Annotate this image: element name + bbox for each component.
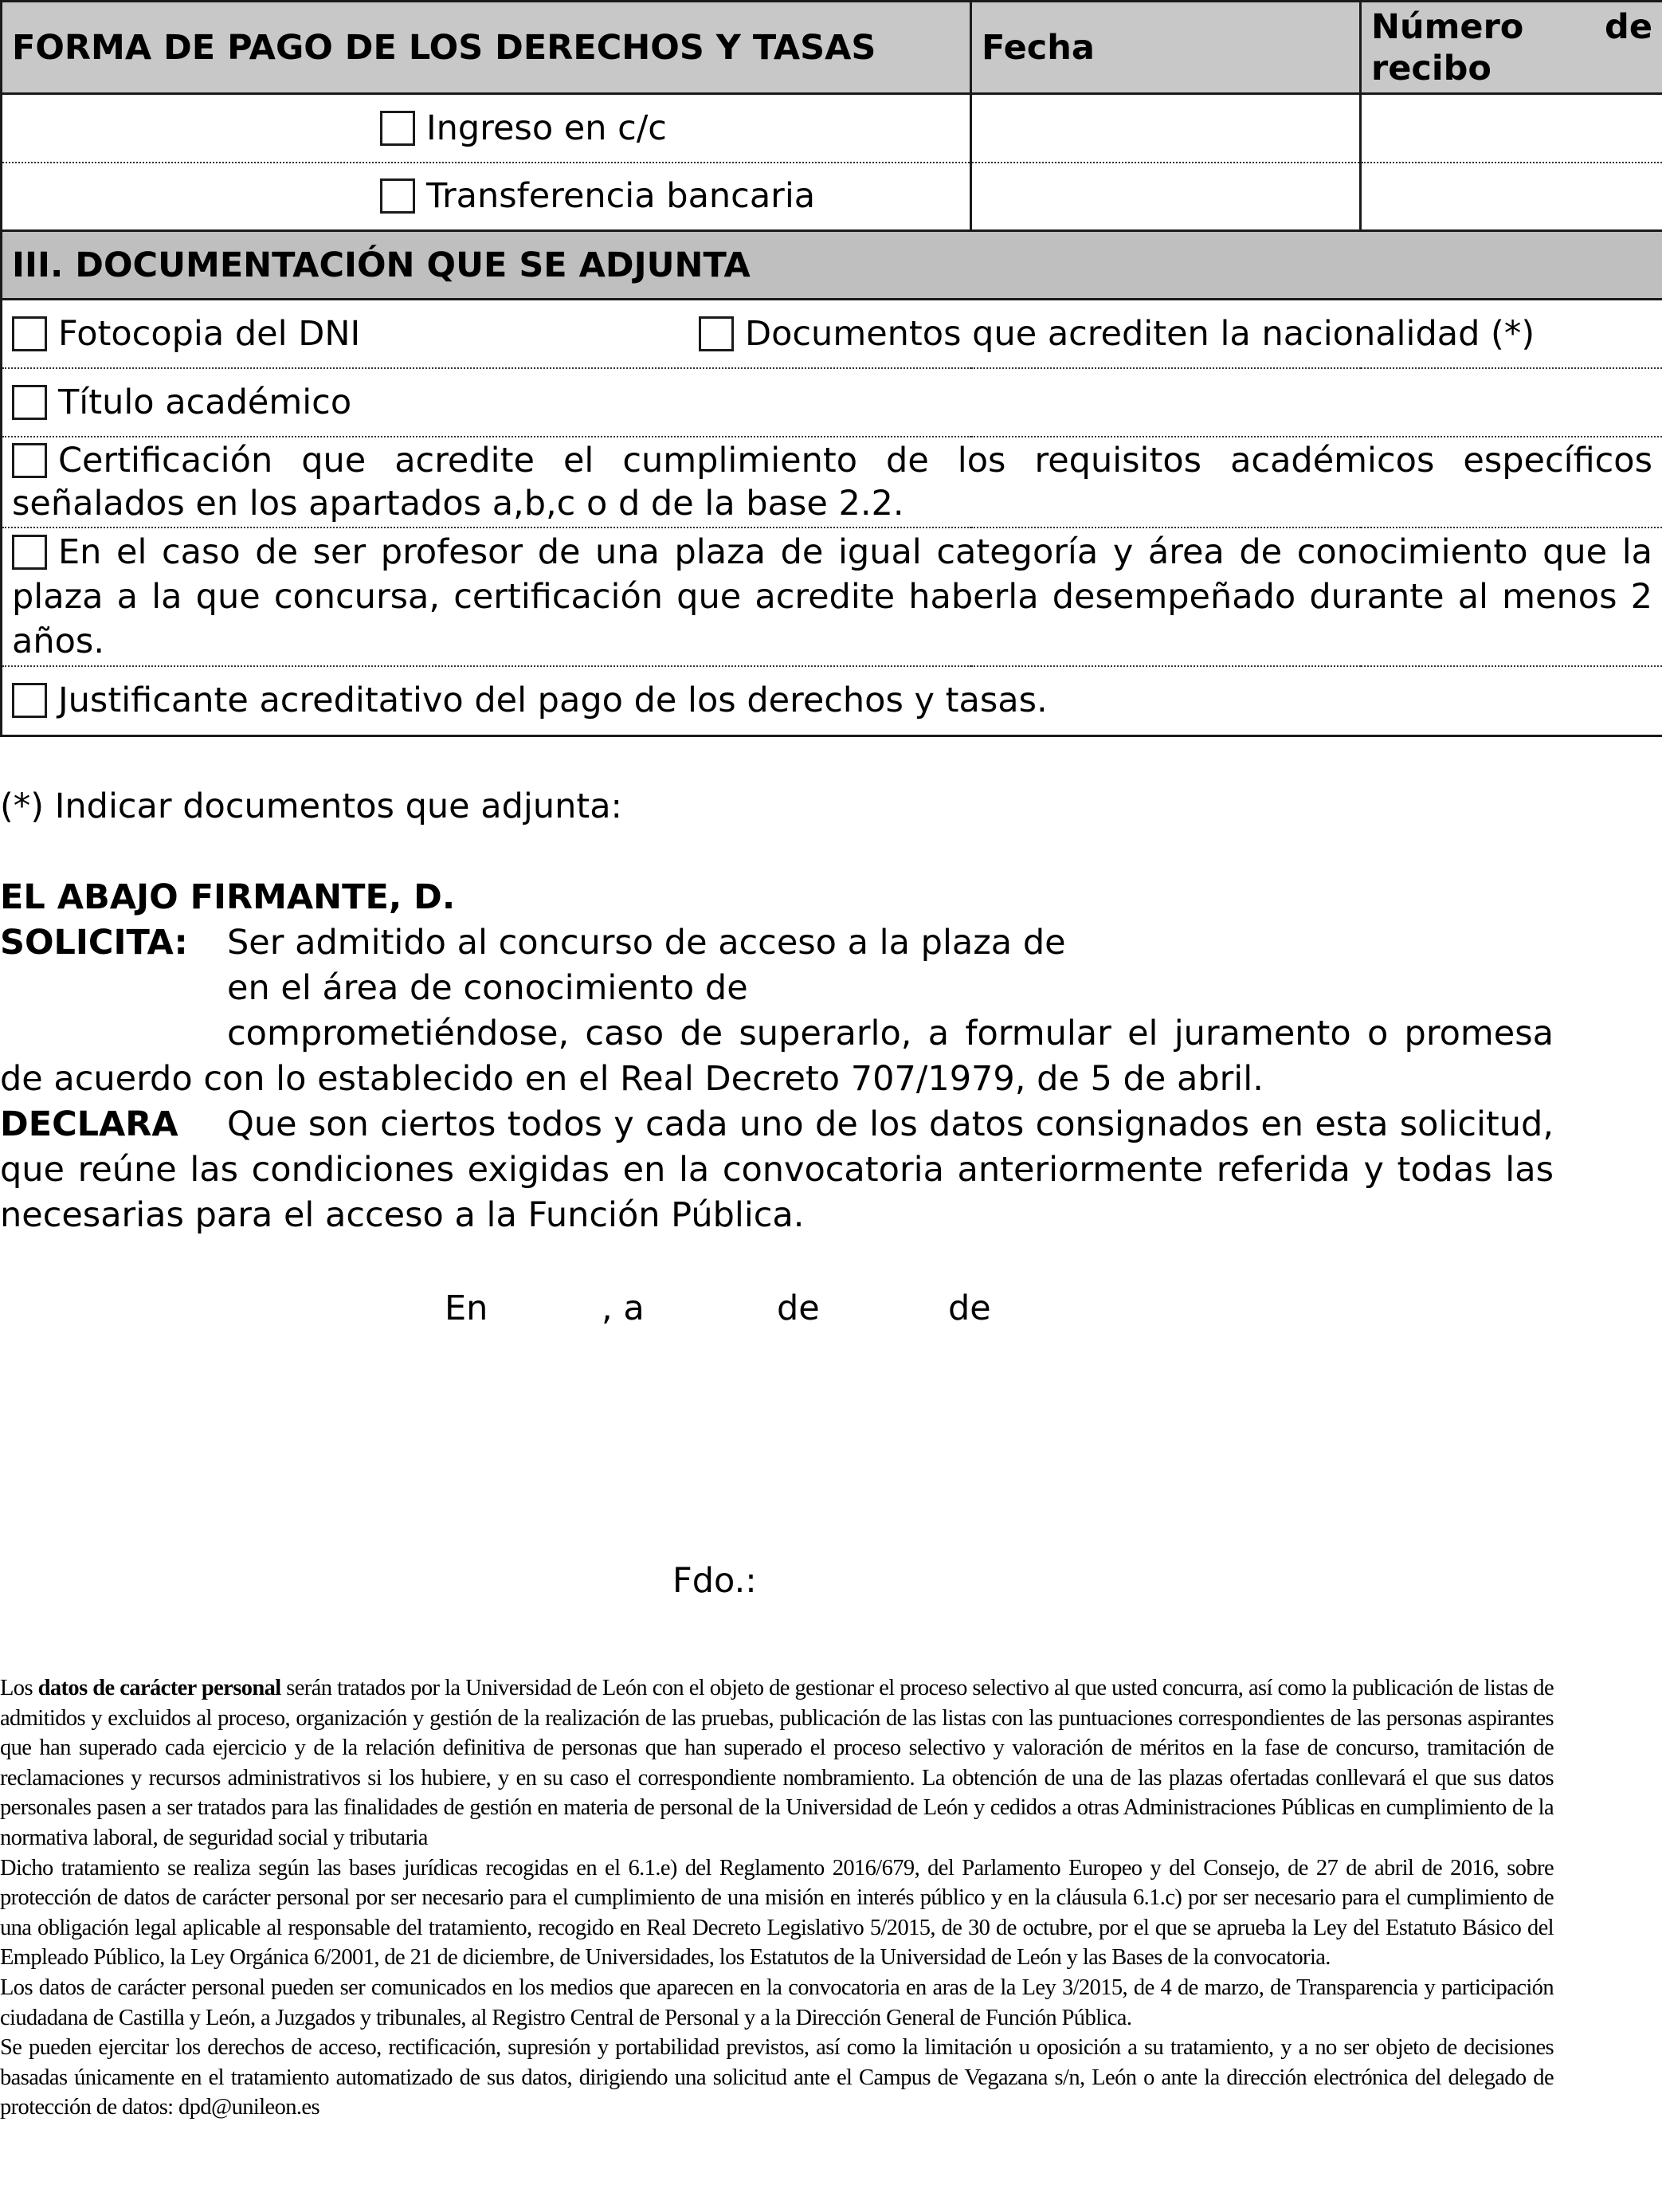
- documentation-section-title: III. DOCUMENTACIÓN QUE SE ADJUNTA: [2, 231, 1662, 300]
- legal-paragraph-4: Se pueden ejercitar los derechos de acceso, rectificación, supresión y portabilidad previstos, así como la limitación u oposición a su tratamiento, y a no ser objeto de decisiones basadas únicamente en el tratamiento automatizado de sus datos, dirigiendo una solicitud ante el Campus de Vegazana s/n, León o ante la dirección electrónica del delegado de protección de datos: dpd@unileon.es: [0, 2035, 1554, 2120]
- legal-paragraph-1: [0, 1673, 1554, 1853]
- data-protection-notice: [0, 1673, 1554, 2123]
- doc-item-nacionalidad[interactable]: [699, 312, 1535, 356]
- date-a-label: , a: [602, 1288, 645, 1328]
- documentation-row: [2, 368, 1662, 437]
- payment-option-row: [2, 94, 1662, 163]
- doc-item-certificacion-requisitos[interactable]: [2, 437, 1662, 528]
- solicita-text-1: Ser admitido al concurso de acceso a la plaza de: [227, 923, 1066, 963]
- doc-item-label: Documentos que acrediten la nacionalidad (*): [745, 313, 1535, 354]
- payment-option-row: [2, 163, 1662, 231]
- receipt-number-input-ingreso[interactable]: [1361, 94, 1662, 163]
- solicita-label: SOLICITA:: [0, 923, 188, 963]
- doc-item-titulo[interactable]: [2, 368, 1662, 437]
- legal-paragraph-3: Los datos de carácter personal pueden ser comunicados en los medios que aparecen en la convocatoria en aras de la Ley 3/2015, de 4 de marzo, de Transparencia y participación ciudadana de Castilla y León, a Juzgados y tribunales, al Registro Central de Personal y a la Dirección General de Función Pública.: [0, 1975, 1554, 2030]
- doc-item-label: Justificante acreditativo del pago de los derechos y tasas.: [58, 680, 1048, 721]
- documentation-row: [2, 528, 1662, 666]
- doc-item-label: Título académico: [58, 382, 352, 422]
- checkbox-titulo[interactable]: [12, 385, 47, 420]
- legal-p1-bold: datos de carácter personal: [37, 1676, 281, 1700]
- checkbox-justificante-pago[interactable]: [12, 683, 47, 718]
- payment-header-row: [2, 2, 1662, 94]
- checkbox-transferencia[interactable]: [380, 178, 415, 214]
- payment-option-label: Transferencia bancaria: [426, 176, 816, 217]
- solicita-text-3: comprometiéndose, caso de superarlo, a formular el juramento o promesa de acuerdo con lo establecido en el Real Decreto 707/1979, de 5 de abril.: [0, 1014, 1554, 1099]
- attached-documents-note: (*) Indicar documentos que adjunta:: [0, 786, 623, 826]
- doc-item-profesor-plaza[interactable]: [2, 528, 1662, 666]
- date-de-label-2: de: [948, 1288, 991, 1328]
- legal-paragraph-2: Dicho tratamiento se realiza según las bases jurídicas recogidas en el 6.1.e) del Reglamento 2016/679, del Parlamento Europeo y del Consejo, de 27 de abril de 2016, sobre protección de datos de carácter personal por ser necesario para el cumplimiento de una misión en interés público y en la cláusula 6.1.c) por ser necesario para el cumplimiento de una obligación legal aplicable al responsable del tratamiento, recogido en Real Decreto Legislativo 5/2015, de 30 de octubre, por el que se aprueba la Ley del Estatuto Básico del Empleado Público, la Ley Orgánica 6/2001, de 21 de diciembre, de Universidades, los Estatutos de la Universidad de León y las Bases de la convocatoria.: [0, 1855, 1554, 1971]
- payment-method-header: FORMA DE PAGO DE LOS DERECHOS Y TASAS: [2, 2, 971, 94]
- doc-item-label: Fotocopia del DNI: [58, 313, 361, 354]
- checkbox-nacionalidad[interactable]: [699, 316, 734, 351]
- declaration-block: [0, 875, 1554, 1238]
- receipt-number-input-transferencia[interactable]: [1361, 163, 1662, 231]
- legal-p1-lead: Los: [0, 1676, 38, 1700]
- legal-p1-rest: serán tratados por la Universidad de León con el objeto de gestionar el proceso selectivo al que usted concurra, así como la publicación de listas de admitidos y excluidos al proceso, organización y gestión de la realización de las pruebas, publicación de las listas con las puntuaciones correspondientes de las personas aspirantes que han superado cada ejercicio y de la relación definitiva de personas que han superado el proceso selectivo y valoración de méritos en la fase de concurso, tramitación de reclamaciones y recursos administrativos si los hubiere, y en su caso el correspondiente nombramiento. La obtención de una de las plazas ofertadas conllevará el que sus datos personales pasen a ser tratados para las finalidades de gestión en materia de personal de la Universidad de León y cedidos a otras Administraciones Públicas en cumplimiento de la normativa laboral, de seguridad social y tributaria: [0, 1676, 1554, 1850]
- place-en-label: En: [445, 1288, 488, 1328]
- application-form-table: [0, 0, 1662, 737]
- doc-item-label: En el caso de ser profesor de una plaza de igual categoría y área de conocimiento que la plaza a la que concursa, certificación que acredite haberla desempeñado durante al menos 2 años.: [12, 531, 1652, 661]
- receipt-header-word-numero: Número: [1371, 6, 1524, 47]
- checkbox-dni[interactable]: [12, 316, 47, 351]
- doc-item-dni[interactable]: [12, 312, 699, 356]
- payment-option-ingreso[interactable]: [2, 94, 971, 163]
- receipt-header-word-de: de: [1605, 6, 1652, 47]
- doc-item-justificante-pago[interactable]: [2, 666, 1662, 736]
- documentation-row: [2, 666, 1662, 736]
- declara-paragraph: [0, 1102, 1554, 1238]
- date-column-header: Fecha: [971, 2, 1361, 94]
- checkbox-certificacion-requisitos[interactable]: [12, 443, 47, 478]
- signer-label: EL ABAJO FIRMANTE, D.: [0, 877, 456, 917]
- payment-option-label: Ingreso en c/c: [426, 108, 667, 148]
- checkbox-profesor-plaza[interactable]: [12, 535, 47, 570]
- doc-item-label: Certificación que acredite el cumplimiento de los requisitos académicos específicos señalados en los apartados a,b,c o d de la base 2.2.: [12, 440, 1652, 524]
- documentation-row-cell: [2, 300, 1662, 368]
- solicita-text-2: en el área de conocimiento de: [227, 968, 748, 1008]
- payment-date-input-transferencia[interactable]: [971, 163, 1361, 231]
- signature-label: Fdo.:: [672, 1561, 757, 1601]
- solicita-line-1: [0, 920, 1554, 966]
- documentation-row: [2, 300, 1662, 368]
- documentation-header-row: [2, 231, 1662, 300]
- date-de-label-1: de: [777, 1288, 820, 1328]
- checkbox-ingreso[interactable]: [380, 111, 415, 146]
- payment-option-transferencia[interactable]: [2, 163, 971, 231]
- receipt-header-word-recibo: recibo: [1371, 48, 1491, 88]
- documentation-row: [2, 437, 1662, 528]
- payment-date-input-ingreso[interactable]: [971, 94, 1361, 163]
- declara-label: DECLARA: [0, 1104, 178, 1144]
- declara-text: Que son ciertos todos y cada uno de los datos consignados en esta solicitud, que reúne las condiciones exigidas en la convocatoria anteriormente referida y todas las necesarias para el acceso a la Función Pública.: [0, 1104, 1554, 1235]
- receipt-number-column-header: [1361, 2, 1662, 94]
